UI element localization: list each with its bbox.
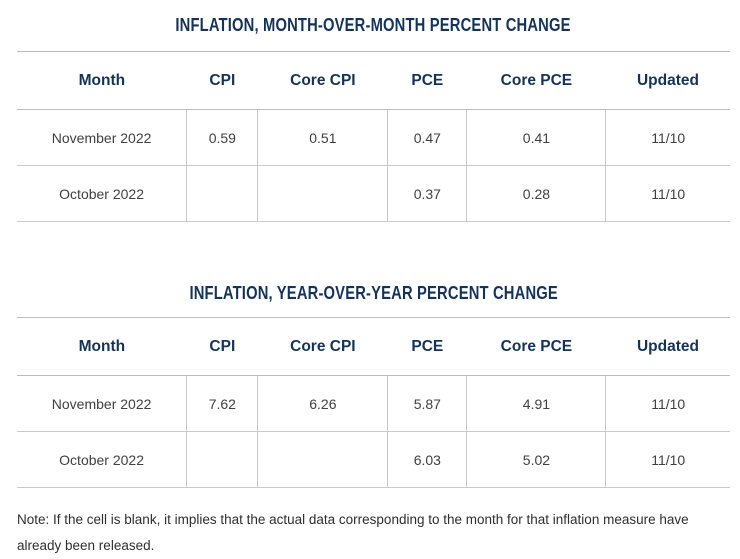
mom-table-title [17,0,730,36]
pce-cell: 0.47 [388,110,467,166]
mom-column-header-month: Month [17,52,187,110]
updated-cell: 11/10 [606,432,730,488]
mom-table-title-text: INFLATION, MONTH-OVER-MONTH PERCENT CHANGE [175,15,572,35]
table-row [17,166,730,222]
yoy-inflation-section [17,282,730,488]
yoy-table-title [17,282,730,304]
mom-inflation-section [17,0,730,222]
core-cpi-cell [258,166,388,222]
updated-cell: 11/10 [606,166,730,222]
table-row [17,432,730,488]
yoy-column-header-pce: PCE [388,318,467,376]
core-pce-cell: 5.02 [467,432,606,488]
month-cell: October 2022 [17,166,187,222]
note-text: Note: If the cell is blank, it implies that the actual data corresponding to the month for that inflation measure have already been released. [17,512,689,553]
core-cpi-cell: 6.26 [258,376,388,432]
yoy-table-title-text: INFLATION, YEAR-OVER-YEAR PERCENT CHANGE [189,283,558,303]
mom-inflation-table [17,51,730,222]
yoy-column-header-core-cpi: Core CPI [258,318,388,376]
yoy-inflation-table [17,317,730,488]
yoy-header-row [17,318,730,376]
mom-column-header-core-cpi: Core CPI [258,52,388,110]
core-cpi-cell [258,432,388,488]
mom-column-header-pce: PCE [388,52,467,110]
month-cell: October 2022 [17,432,187,488]
core-pce-cell: 0.28 [467,166,606,222]
core-cpi-cell: 0.51 [258,110,388,166]
month-cell: November 2022 [17,110,187,166]
yoy-column-header-cpi: CPI [187,318,258,376]
yoy-column-header-updated: Updated [606,318,730,376]
table-row [17,110,730,166]
mom-column-header-updated: Updated [606,52,730,110]
yoy-column-header-month: Month [17,318,187,376]
cpi-cell [187,432,258,488]
pce-cell: 6.03 [388,432,467,488]
cpi-cell: 7.62 [187,376,258,432]
updated-cell: 11/10 [606,376,730,432]
core-pce-cell: 4.91 [467,376,606,432]
updated-cell: 11/10 [606,110,730,166]
month-cell: November 2022 [17,376,187,432]
cpi-cell: 0.59 [187,110,258,166]
table-row [17,376,730,432]
core-pce-cell: 0.41 [467,110,606,166]
mom-header-row [17,52,730,110]
mom-column-header-core-pce: Core PCE [467,52,606,110]
pce-cell: 0.37 [388,166,467,222]
pce-cell: 5.87 [388,376,467,432]
mom-column-header-cpi: CPI [187,52,258,110]
cpi-cell [187,166,258,222]
yoy-column-header-core-pce: Core PCE [467,318,606,376]
